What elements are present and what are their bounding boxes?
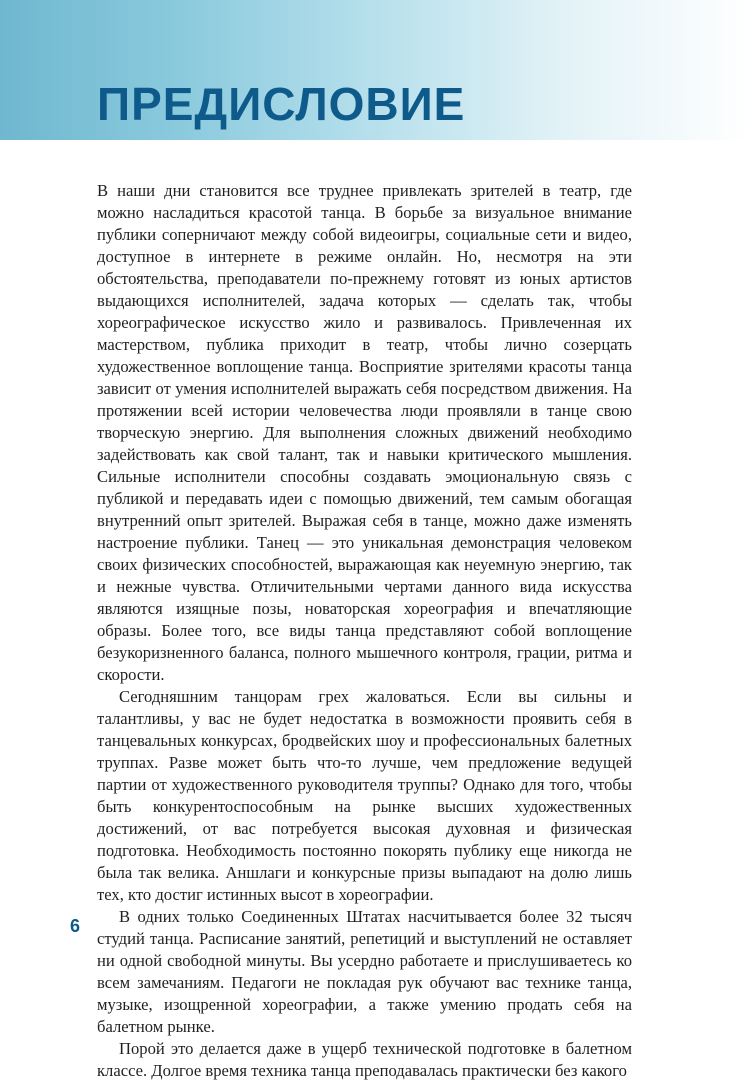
paragraph-2: Сегодняшним танцорам грех жаловаться. Если вы сильны и талантливы, у вас не будет недостатка в возможности проявить себя в танцевальных конкурсах, бродвейских шоу и профессиональных балетных труппах. Разве может быть что-то лучше, чем предложение ведущей партии от художественного руководителя труппы? Однако для того, чтобы быть конкурентоспособным на рынке высших художественных достижений, от вас потребуется высокая духовная и физическая подготовка. Необходимость постоянно покорять публику еще никогда не была так велика. Аншлаги и конкурсные призы выпадают на долю лишь тех, кто достиг истинных высот в хореографии. (97, 687, 632, 904)
page-number: 6 (70, 916, 81, 936)
paragraph-3: В одних только Соединенных Штатах насчитывается более 32 тысяч студий танца. Расписание занятий, репетиций и выступлений не оставляет ни одной свободной минуты. Вы усердно работаете и прислушиваетесь ко всем замечаниям. Педагоги не покладая рук обучают вас технике танца, музыке, изощренной хореографии, а также умению продать себя на балетном рынке. (97, 907, 632, 1036)
page-title: ПРЕДИСЛОВИЕ (97, 78, 466, 130)
body-text (97, 180, 632, 1082)
paragraph-1: В наши дни становится все труднее привлекать зрителей в театр, где можно насладиться красотой танца. В борьбе за визуальное внимание публики соперничают между собой видеоигры, социальные сети и видео, доступное в интернете в режиме онлайн. Но, несмотря на эти обстоятельства, преподаватели по-прежнему готовят из юных артистов выдающихся исполнителей, задача которых — сделать так, чтобы хореографическое искусство жило и развивалось. Привлеченная их мастерством, публика приходит в театр, чтобы лично созерцать художественное воплощение танца. Восприятие зрителями красоты танца зависит от умения исполнителей выражать себя посредством движения. На протяжении всей истории человечества люди проявляли в танце свою творческую энергию. Для выполнения сложных движений необходимо задействовать как свой талант, так и навыки критического мышления. Сильные исполнители способны создавать эмоциональную связь с публикой и передавать идеи с помощью движений, тем самым обогащая внутренний опыт зрителей. Выражая себя в танце, можно даже изменять настроение публики. Танец — это уникальная демонстрация человеком своих физических способностей, выражающая как неуемную энергию, так и нежные чувства. Отличительными чертами данного вида искусства являются изящные позы, новаторская хореография и впечатляющие образы. Более того, все виды танца представляют собой воплощение безукоризненного баланса, полного мышечного контроля, грации, ритма и скорости. (97, 181, 632, 684)
paragraph-4: Порой это делается даже в ущерб технической подготовке в балетном классе. Долгое время техника танца преподавалась практически без какого (97, 1039, 632, 1080)
